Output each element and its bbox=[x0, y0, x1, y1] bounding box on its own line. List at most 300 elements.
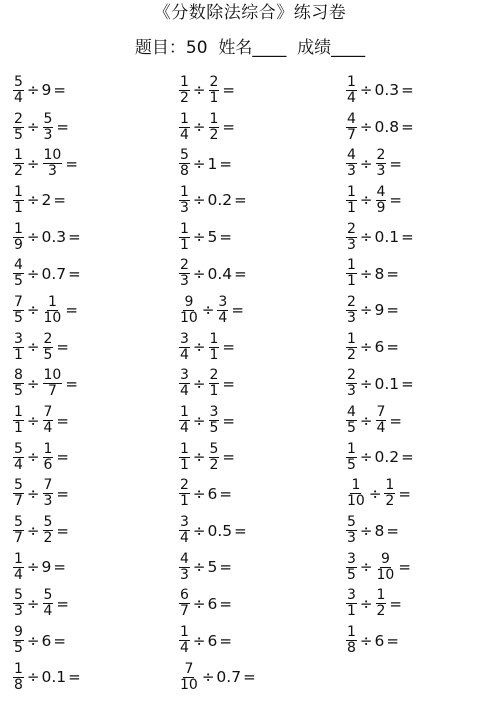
denominator: 7 bbox=[14, 493, 23, 510]
division-problem bbox=[345, 366, 500, 403]
division-problem bbox=[178, 145, 338, 182]
division-problem bbox=[345, 72, 500, 109]
equals-sign: = bbox=[222, 338, 235, 357]
denominator: 4 bbox=[347, 89, 356, 106]
denominator: 3 bbox=[14, 603, 23, 620]
denominator: 1 bbox=[209, 383, 219, 400]
divisor-number: 0.3 bbox=[374, 81, 400, 100]
division-problem bbox=[12, 512, 172, 549]
divisor-number: 0.2 bbox=[374, 448, 400, 467]
numerator: 1 bbox=[43, 440, 53, 457]
divisor-number: 6 bbox=[41, 631, 52, 650]
numerator: 1 bbox=[180, 73, 189, 90]
divide-sign: ÷ bbox=[192, 374, 206, 393]
numerator: 1 bbox=[14, 220, 23, 237]
dividend-fraction bbox=[346, 222, 357, 253]
denominator: 1 bbox=[14, 346, 23, 363]
dividend-fraction bbox=[13, 185, 24, 216]
equals-sign: = bbox=[389, 411, 402, 430]
divide-sign: ÷ bbox=[359, 301, 373, 320]
division-problem bbox=[12, 659, 172, 696]
dividend-fraction bbox=[179, 258, 190, 289]
equals-sign: = bbox=[231, 301, 244, 320]
equals-sign: = bbox=[219, 558, 232, 577]
denominator: 1 bbox=[209, 89, 219, 106]
numerator: 4 bbox=[347, 147, 356, 164]
divide-sign: ÷ bbox=[26, 631, 40, 650]
numerator: 3 bbox=[218, 293, 228, 310]
equals-sign: = bbox=[219, 154, 232, 173]
equals-sign: = bbox=[65, 301, 78, 320]
worksheet-title: 《分数除法综合》练习卷 bbox=[153, 3, 347, 23]
divisor-fraction bbox=[43, 148, 63, 179]
divisor-fraction bbox=[376, 588, 387, 619]
worksheet-info-line: 题目：50 姓名____ 成绩____ bbox=[134, 38, 366, 58]
division-problem bbox=[12, 366, 172, 403]
division-problem bbox=[12, 549, 172, 586]
divide-sign: ÷ bbox=[26, 484, 40, 503]
dividend-fraction bbox=[179, 662, 199, 693]
numerator: 1 bbox=[347, 183, 356, 200]
denominator: 5 bbox=[43, 346, 53, 363]
equals-sign: = bbox=[56, 484, 69, 503]
problem-column-1 bbox=[12, 72, 172, 696]
division-problem bbox=[178, 182, 338, 219]
denominator: 2 bbox=[385, 493, 395, 510]
numerator: 10 bbox=[43, 147, 62, 164]
dividend-fraction bbox=[13, 478, 24, 509]
numerator: 5 bbox=[14, 477, 23, 494]
division-problem bbox=[12, 182, 172, 219]
dividend-fraction bbox=[179, 295, 199, 326]
divide-sign: ÷ bbox=[359, 81, 373, 100]
dividend-fraction bbox=[346, 258, 357, 289]
divisor-fraction bbox=[376, 552, 396, 583]
division-problem bbox=[345, 145, 500, 182]
numerator: 1 bbox=[209, 110, 219, 127]
denominator: 5 bbox=[209, 420, 219, 437]
equals-sign: = bbox=[68, 668, 81, 687]
equals-sign: = bbox=[222, 81, 235, 100]
denominator: 3 bbox=[47, 163, 57, 180]
division-problem bbox=[178, 402, 338, 439]
division-problem bbox=[345, 182, 500, 219]
numerator: 4 bbox=[14, 257, 23, 274]
divisor-fraction bbox=[376, 148, 387, 179]
numerator: 3 bbox=[209, 404, 219, 421]
dividend-fraction bbox=[346, 368, 357, 399]
denominator: 4 bbox=[14, 566, 23, 583]
numerator: 2 bbox=[14, 110, 23, 127]
denominator: 4 bbox=[43, 420, 53, 437]
dividend-fraction bbox=[13, 332, 24, 363]
divisor-fraction bbox=[43, 112, 54, 143]
dividend-fraction bbox=[13, 112, 24, 143]
equals-sign: = bbox=[386, 521, 399, 540]
denominator: 4 bbox=[14, 89, 23, 106]
divide-sign: ÷ bbox=[192, 484, 206, 503]
dividend-fraction bbox=[179, 515, 190, 546]
equals-sign: = bbox=[401, 448, 414, 467]
equals-sign: = bbox=[234, 191, 247, 210]
numerator: 4 bbox=[180, 550, 189, 567]
equals-sign: = bbox=[68, 264, 81, 283]
equals-sign: = bbox=[53, 631, 66, 650]
divisor-fraction bbox=[209, 368, 220, 399]
equals-sign: = bbox=[222, 448, 235, 467]
divide-sign: ÷ bbox=[26, 448, 40, 467]
divisor-number: 6 bbox=[374, 631, 385, 650]
equals-sign: = bbox=[219, 631, 232, 650]
division-problem bbox=[178, 329, 338, 366]
denominator: 3 bbox=[43, 493, 53, 510]
numerator: 5 bbox=[180, 147, 189, 164]
numerator: 2 bbox=[347, 293, 356, 310]
equals-sign: = bbox=[56, 448, 69, 467]
numerator: 10 bbox=[43, 367, 62, 384]
numerator: 5 bbox=[43, 110, 53, 127]
dividend-fraction bbox=[13, 588, 24, 619]
numerator: 9 bbox=[14, 624, 23, 641]
divisor-fraction bbox=[43, 332, 54, 363]
numerator: 1 bbox=[180, 440, 189, 457]
divide-sign: ÷ bbox=[359, 411, 373, 430]
numerator: 1 bbox=[347, 257, 356, 274]
numerator: 9 bbox=[380, 550, 390, 567]
dividend-fraction bbox=[179, 588, 190, 619]
dividend-fraction bbox=[346, 332, 357, 363]
divisor-number: 6 bbox=[374, 338, 385, 357]
division-problem bbox=[12, 145, 172, 182]
dividend-fraction bbox=[13, 552, 24, 583]
denominator: 7 bbox=[14, 530, 23, 547]
numerator: 5 bbox=[14, 440, 23, 457]
divisor-fraction bbox=[376, 405, 387, 436]
denominator: 2 bbox=[180, 89, 189, 106]
dividend-fraction bbox=[13, 368, 24, 399]
dividend-fraction bbox=[346, 442, 357, 473]
denominator: 3 bbox=[347, 530, 356, 547]
denominator: 4 bbox=[180, 383, 189, 400]
denominator: 3 bbox=[347, 383, 356, 400]
dividend-fraction bbox=[13, 222, 24, 253]
denominator: 4 bbox=[14, 456, 23, 473]
divisor-number: 0.2 bbox=[207, 191, 233, 210]
division-problem bbox=[178, 659, 338, 696]
dividend-fraction bbox=[13, 625, 24, 656]
division-problem bbox=[12, 586, 172, 623]
equals-sign: = bbox=[53, 558, 66, 577]
division-problem bbox=[345, 622, 500, 659]
numerator: 9 bbox=[184, 293, 194, 310]
numerator: 4 bbox=[376, 183, 386, 200]
denominator: 7 bbox=[347, 126, 356, 143]
division-problem bbox=[12, 255, 172, 292]
divisor-number: 0.7 bbox=[41, 264, 67, 283]
denominator: 10 bbox=[180, 309, 198, 326]
numerator: 1 bbox=[347, 330, 356, 347]
divisor-number: 0.8 bbox=[374, 118, 400, 137]
denominator: 3 bbox=[43, 126, 53, 143]
divisor-fraction bbox=[209, 442, 220, 473]
division-problem bbox=[345, 292, 500, 329]
problem-column-3 bbox=[345, 72, 500, 659]
divide-sign: ÷ bbox=[26, 228, 40, 247]
division-problem bbox=[12, 329, 172, 366]
division-problem bbox=[12, 72, 172, 109]
divisor-fraction bbox=[384, 478, 395, 509]
denominator: 4 bbox=[376, 420, 386, 437]
division-problem bbox=[12, 109, 172, 146]
divisor-number: 6 bbox=[207, 594, 218, 613]
numerator: 3 bbox=[14, 330, 23, 347]
numerator: 3 bbox=[347, 587, 356, 604]
denominator: 2 bbox=[376, 603, 386, 620]
equals-sign: = bbox=[386, 264, 399, 283]
dividend-fraction bbox=[179, 478, 190, 509]
denominator: 10 bbox=[347, 493, 365, 510]
divisor-number: 0.1 bbox=[374, 228, 400, 247]
denominator: 4 bbox=[180, 640, 189, 657]
divide-sign: ÷ bbox=[192, 558, 206, 577]
division-problem bbox=[345, 549, 500, 586]
dividend-fraction bbox=[13, 662, 24, 693]
denominator: 5 bbox=[14, 309, 23, 326]
division-problem bbox=[345, 219, 500, 256]
numerator: 1 bbox=[47, 293, 57, 310]
divide-sign: ÷ bbox=[359, 338, 373, 357]
equals-sign: = bbox=[386, 631, 399, 650]
denominator: 1 bbox=[347, 273, 356, 290]
division-problem bbox=[345, 329, 500, 366]
denominator: 3 bbox=[347, 163, 356, 180]
numerator: 1 bbox=[14, 550, 23, 567]
numerator: 1 bbox=[14, 404, 23, 421]
divisor-fraction bbox=[43, 368, 63, 399]
denominator: 5 bbox=[347, 420, 356, 437]
equals-sign: = bbox=[386, 338, 399, 357]
divide-sign: ÷ bbox=[26, 521, 40, 540]
denominator: 1 bbox=[347, 603, 356, 620]
dividend-fraction bbox=[346, 185, 357, 216]
equals-sign: = bbox=[222, 411, 235, 430]
divisor-number: 2 bbox=[41, 191, 52, 210]
divide-sign: ÷ bbox=[192, 228, 206, 247]
denominator: 5 bbox=[347, 456, 356, 473]
equals-sign: = bbox=[401, 118, 414, 137]
divisor-number: 9 bbox=[41, 558, 52, 577]
numerator: 2 bbox=[180, 257, 189, 274]
numerator: 6 bbox=[180, 587, 189, 604]
division-problem bbox=[12, 439, 172, 476]
equals-sign: = bbox=[56, 411, 69, 430]
dividend-fraction bbox=[179, 442, 190, 473]
division-problem bbox=[12, 292, 172, 329]
divide-sign: ÷ bbox=[201, 301, 215, 320]
division-problem bbox=[345, 512, 500, 549]
divisor-fraction bbox=[209, 405, 220, 436]
divisor-fraction bbox=[43, 478, 54, 509]
dividend-fraction bbox=[179, 368, 190, 399]
numerator: 7 bbox=[184, 660, 194, 677]
divide-sign: ÷ bbox=[359, 154, 373, 173]
dividend-fraction bbox=[179, 185, 190, 216]
numerator: 1 bbox=[14, 660, 23, 677]
denominator: 4 bbox=[180, 530, 189, 547]
denominator: 9 bbox=[14, 236, 23, 253]
numerator: 5 bbox=[43, 514, 53, 531]
numerator: 7 bbox=[43, 477, 53, 494]
divisor-number: 0.4 bbox=[207, 264, 233, 283]
numerator: 7 bbox=[43, 404, 53, 421]
denominator: 8 bbox=[14, 676, 23, 693]
divisor-fraction bbox=[43, 442, 54, 473]
division-problem bbox=[178, 366, 338, 403]
numerator: 1 bbox=[351, 477, 361, 494]
denominator: 6 bbox=[43, 456, 53, 473]
divide-sign: ÷ bbox=[192, 191, 206, 210]
division-problem bbox=[345, 439, 500, 476]
dividend-fraction bbox=[179, 75, 190, 106]
divisor-fraction bbox=[43, 405, 54, 436]
denominator: 3 bbox=[347, 236, 356, 253]
division-problem bbox=[12, 476, 172, 513]
divide-sign: ÷ bbox=[192, 264, 206, 283]
dividend-fraction bbox=[346, 515, 357, 546]
divide-sign: ÷ bbox=[192, 448, 206, 467]
dividend-fraction bbox=[346, 588, 357, 619]
numerator: 1 bbox=[180, 110, 189, 127]
division-problem bbox=[12, 402, 172, 439]
dividend-fraction bbox=[346, 478, 366, 509]
dividend-fraction bbox=[13, 515, 24, 546]
numerator: 7 bbox=[376, 404, 386, 421]
divisor-number: 5 bbox=[207, 228, 218, 247]
dividend-fraction bbox=[346, 148, 357, 179]
dividend-fraction bbox=[346, 75, 357, 106]
dividend-fraction bbox=[179, 148, 190, 179]
divide-sign: ÷ bbox=[192, 631, 206, 650]
numerator: 3 bbox=[180, 514, 189, 531]
denominator: 9 bbox=[376, 199, 386, 216]
denominator: 5 bbox=[14, 383, 23, 400]
divisor-number: 0.1 bbox=[374, 374, 400, 393]
divide-sign: ÷ bbox=[26, 411, 40, 430]
divide-sign: ÷ bbox=[26, 374, 40, 393]
division-problem bbox=[12, 219, 172, 256]
denominator: 1 bbox=[180, 236, 189, 253]
denominator: 8 bbox=[180, 163, 189, 180]
divide-sign: ÷ bbox=[26, 118, 40, 137]
dividend-fraction bbox=[179, 625, 190, 656]
denominator: 2 bbox=[347, 346, 356, 363]
divisor-fraction bbox=[209, 112, 220, 143]
dividend-fraction bbox=[13, 148, 24, 179]
numerator: 3 bbox=[180, 330, 189, 347]
denominator: 2 bbox=[14, 163, 23, 180]
equals-sign: = bbox=[386, 301, 399, 320]
divide-sign: ÷ bbox=[26, 594, 40, 613]
equals-sign: = bbox=[56, 521, 69, 540]
divide-sign: ÷ bbox=[359, 558, 373, 577]
divisor-number: 9 bbox=[374, 301, 385, 320]
divisor-fraction bbox=[209, 75, 220, 106]
division-problem bbox=[178, 109, 338, 146]
divide-sign: ÷ bbox=[359, 191, 373, 210]
equals-sign: = bbox=[56, 118, 69, 137]
divide-sign: ÷ bbox=[192, 154, 206, 173]
numerator: 2 bbox=[209, 73, 219, 90]
denominator: 3 bbox=[376, 163, 386, 180]
divide-sign: ÷ bbox=[192, 118, 206, 137]
denominator: 3 bbox=[180, 199, 189, 216]
division-problem bbox=[345, 476, 500, 513]
numerator: 1 bbox=[376, 587, 386, 604]
equals-sign: = bbox=[243, 668, 256, 687]
numerator: 1 bbox=[180, 220, 189, 237]
numerator: 4 bbox=[347, 404, 356, 421]
equals-sign: = bbox=[401, 81, 414, 100]
divisor-fraction bbox=[376, 185, 387, 216]
equals-sign: = bbox=[234, 264, 247, 283]
numerator: 1 bbox=[180, 624, 189, 641]
divide-sign: ÷ bbox=[359, 594, 373, 613]
equals-sign: = bbox=[65, 374, 78, 393]
division-problem bbox=[178, 512, 338, 549]
denominator: 4 bbox=[180, 346, 189, 363]
equals-sign: = bbox=[222, 374, 235, 393]
numerator: 1 bbox=[347, 73, 356, 90]
numerator: 3 bbox=[180, 367, 189, 384]
denominator: 1 bbox=[180, 456, 189, 473]
denominator: 5 bbox=[14, 640, 23, 657]
denominator: 5 bbox=[347, 566, 356, 583]
division-problem bbox=[178, 439, 338, 476]
numerator: 1 bbox=[180, 183, 189, 200]
divisor-number: 6 bbox=[207, 484, 218, 503]
problem-column-2 bbox=[178, 72, 338, 696]
denominator: 10 bbox=[43, 309, 62, 326]
divisor-fraction bbox=[43, 588, 54, 619]
divide-sign: ÷ bbox=[26, 264, 40, 283]
denominator: 4 bbox=[180, 420, 189, 437]
numerator: 2 bbox=[376, 147, 386, 164]
numerator: 2 bbox=[347, 220, 356, 237]
denominator: 2 bbox=[209, 456, 219, 473]
numerator: 8 bbox=[14, 367, 23, 384]
equals-sign: = bbox=[398, 484, 411, 503]
denominator: 8 bbox=[347, 640, 356, 657]
divide-sign: ÷ bbox=[26, 558, 40, 577]
equals-sign: = bbox=[219, 484, 232, 503]
numerator: 2 bbox=[347, 367, 356, 384]
denominator: 7 bbox=[47, 383, 57, 400]
division-problem bbox=[178, 476, 338, 513]
division-problem bbox=[178, 72, 338, 109]
equals-sign: = bbox=[398, 558, 411, 577]
divide-sign: ÷ bbox=[359, 521, 373, 540]
division-problem bbox=[345, 109, 500, 146]
numerator: 4 bbox=[347, 110, 356, 127]
division-problem bbox=[345, 586, 500, 623]
equals-sign: = bbox=[389, 191, 402, 210]
dividend-fraction bbox=[179, 112, 190, 143]
equals-sign: = bbox=[219, 228, 232, 247]
dividend-fraction bbox=[179, 222, 190, 253]
numerator: 1 bbox=[385, 477, 395, 494]
dividend-fraction bbox=[346, 112, 357, 143]
numerator: 5 bbox=[347, 514, 356, 531]
